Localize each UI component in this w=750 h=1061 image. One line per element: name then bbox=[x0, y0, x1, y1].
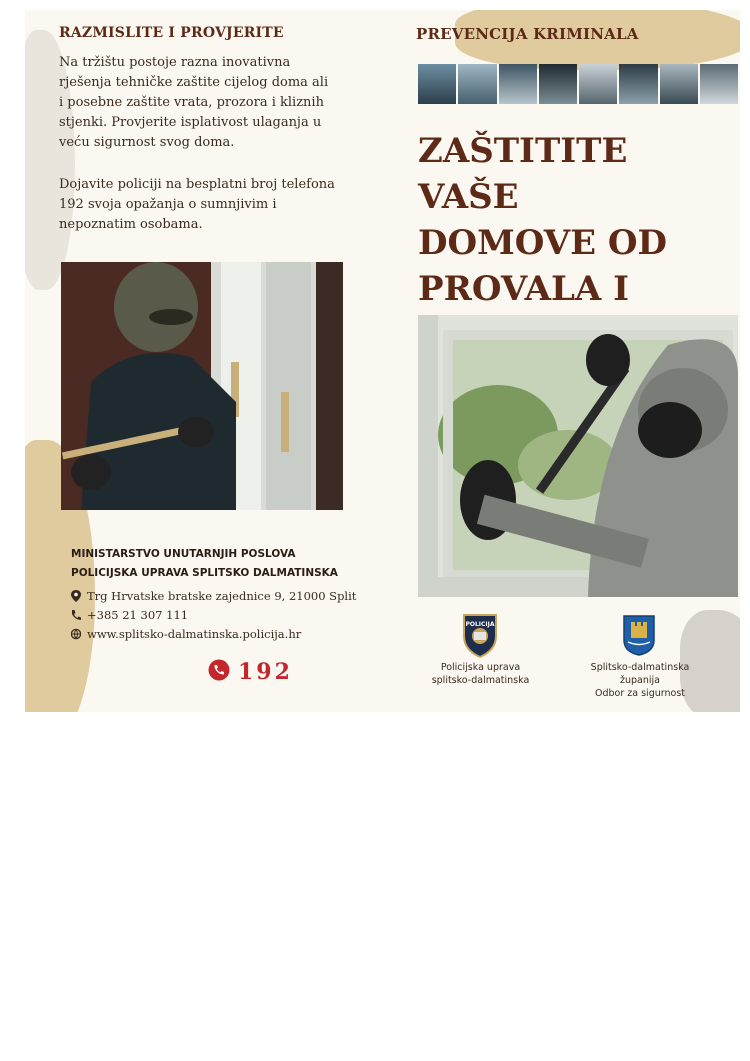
caption-line: Odbor za sigurnost bbox=[595, 688, 685, 699]
intro-line: stjenki. Provjerite isplativost ulaganja u bbox=[59, 115, 322, 130]
website-row bbox=[71, 627, 301, 641]
burglar-door-illustration bbox=[61, 262, 343, 510]
burglar-window-illustration bbox=[418, 315, 738, 597]
police-logo bbox=[461, 612, 499, 658]
county-logo-caption bbox=[570, 661, 710, 700]
location-pin-icon bbox=[71, 590, 81, 602]
strip-tile bbox=[700, 64, 738, 104]
burglar-window-photo bbox=[418, 315, 738, 597]
website-text: www.splitsko-dalmatinska.policija.hr bbox=[87, 627, 302, 641]
address-row bbox=[71, 589, 356, 603]
left-heading: RAZMISLITE I PROVJERITE bbox=[59, 25, 284, 41]
strip-tile bbox=[499, 64, 537, 104]
phone-row bbox=[71, 608, 188, 622]
strip-tile bbox=[458, 64, 496, 104]
county-coat-of-arms bbox=[622, 614, 656, 656]
brochure-sheet bbox=[25, 10, 740, 712]
strip-tile bbox=[418, 64, 456, 104]
title-line: ZAŠTITITE VAŠE bbox=[418, 131, 628, 217]
caption-line: Splitsko-dalmatinska županija bbox=[590, 662, 690, 686]
phone-text: +385 21 307 111 bbox=[87, 608, 189, 622]
globe-icon bbox=[71, 628, 81, 640]
intro-line: i posebne zaštite vrata, prozora i kliznih bbox=[59, 95, 324, 110]
right-heading: PREVENCIJA KRIMINALA bbox=[416, 25, 639, 43]
intro-paragraph bbox=[59, 53, 359, 153]
police-logo-caption bbox=[418, 661, 543, 687]
report-line: nepoznatim osobama. bbox=[59, 217, 203, 232]
address-text: Trg Hrvatske bratske zajednice 9, 21000 Split bbox=[87, 589, 357, 603]
intro-line: rješenja tehničke zaštite cijelog doma ali bbox=[59, 75, 329, 90]
strip-tile bbox=[539, 64, 577, 104]
caption-line: splitsko-dalmatinska bbox=[431, 675, 530, 686]
strip-tile bbox=[579, 64, 617, 104]
police-administration-name: POLICIJSKA UPRAVA SPLITSKO DALMATINSKA bbox=[71, 567, 338, 579]
report-line: 192 svoja opažanja o sumnjivim i bbox=[59, 197, 277, 212]
phone-icon bbox=[71, 609, 81, 621]
security-image-strip bbox=[418, 64, 738, 104]
burglar-door-photo bbox=[61, 262, 343, 510]
strip-tile bbox=[619, 64, 657, 104]
hotline-number: 192 bbox=[238, 659, 293, 685]
intro-line: Na tržištu postoje razna inovativna bbox=[59, 55, 291, 70]
intro-line: veću sigurnost svog doma. bbox=[59, 135, 235, 150]
title-line: DOMOVE OD bbox=[418, 223, 667, 263]
phone-circle-icon bbox=[208, 659, 230, 685]
strip-tile bbox=[660, 64, 698, 104]
organization-block bbox=[71, 545, 338, 583]
report-line: Dojavite policiji na besplatni broj telefona bbox=[59, 177, 335, 192]
ministry-name: MINISTARSTVO UNUTARNJIH POSLOVA bbox=[71, 548, 296, 560]
left-panel bbox=[25, 10, 382, 712]
title-line: PROVALA I bbox=[418, 269, 629, 309]
report-paragraph bbox=[59, 175, 359, 235]
caption-line: Policijska uprava bbox=[440, 662, 521, 673]
police-badge-text: POLICIJA bbox=[465, 621, 495, 628]
hotline bbox=[208, 659, 293, 685]
